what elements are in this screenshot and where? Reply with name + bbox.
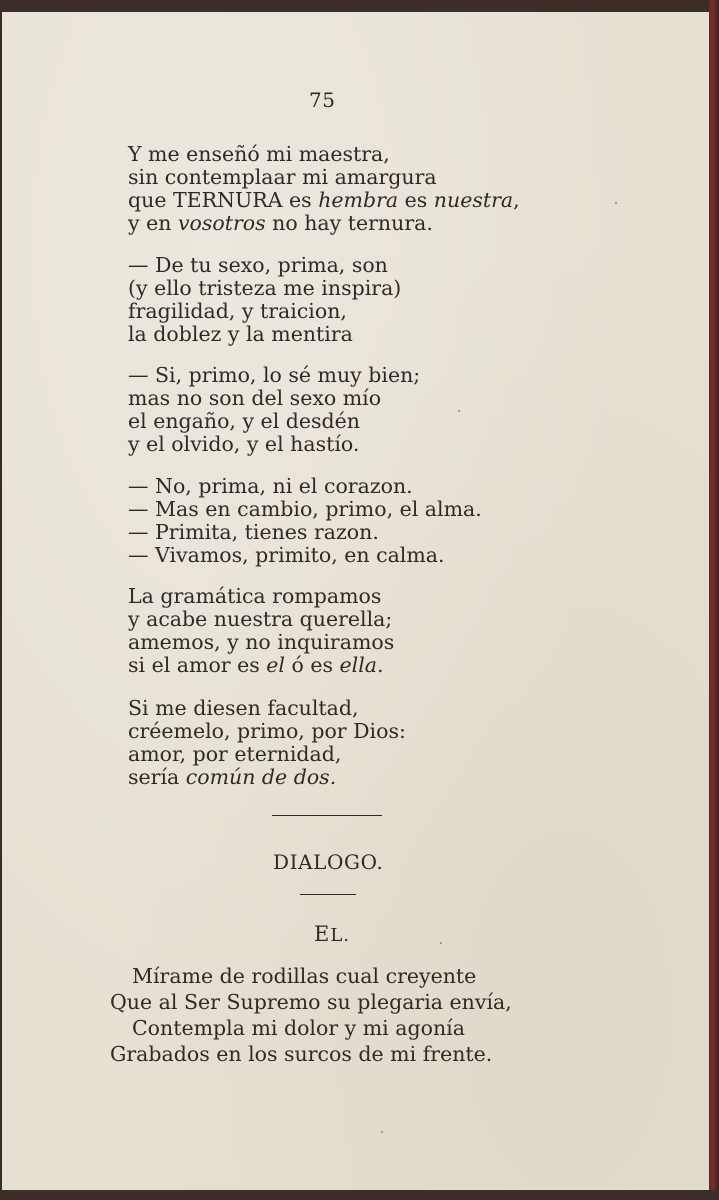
poem-text: Si me diesen facultad,: [128, 696, 359, 720]
poem-line: [128, 300, 401, 323]
verse-line: Contempla mi dolor y mi agonía: [132, 1016, 465, 1040]
poem-line: [128, 277, 401, 300]
poem-line: [128, 387, 420, 410]
poem-line: [128, 166, 520, 189]
poem-text: es: [398, 188, 434, 212]
speaker-initial: E: [314, 922, 331, 946]
poem-line: [128, 189, 520, 212]
poem-text: y acabe nuestra querella;: [128, 607, 393, 631]
poem-text: — Mas en cambio, primo, el alma.: [128, 497, 482, 521]
poem-stanza: [128, 585, 394, 677]
poem-line: [128, 608, 394, 631]
verse-line: Que al Ser Supremo su plegaria envía,: [110, 990, 512, 1014]
poem-line: [128, 631, 394, 654]
poem-line: [128, 498, 482, 521]
poem-text: y el olvido, y el hastío.: [128, 432, 360, 456]
paper-speck: [381, 1131, 383, 1133]
poem-text: mas no son del sexo mío: [128, 386, 382, 410]
poem-text: que TERNURA es: [128, 188, 319, 212]
poem-italic-text: común de dos.: [185, 765, 337, 789]
speaker-rest: L.: [330, 925, 351, 946]
poem-text: la doblez y la mentira: [128, 322, 353, 346]
poem-stanza: [128, 697, 406, 789]
poem-text: — No, prima, ni el corazon.: [128, 474, 413, 498]
poem-line: [128, 766, 406, 789]
poem-text: amor, por eternidad,: [128, 742, 342, 766]
poem-italic-text: vosotros: [177, 211, 266, 235]
poem-text: La gramática rompamos: [128, 584, 382, 608]
poem-stanza: [128, 254, 401, 346]
verse-line: Mírame de rodillas cual creyente: [132, 964, 477, 988]
poem-stanza: [128, 364, 420, 456]
poem-text: sería: [128, 765, 186, 789]
paper-speck: [440, 942, 442, 944]
poem-line: [128, 410, 420, 433]
poem-line: [128, 364, 420, 387]
poem-italic-text: hembra: [318, 188, 399, 212]
poem-text: créemelo, primo, por Dios:: [128, 719, 406, 743]
poem-line: [128, 743, 406, 766]
scan-border-bottom: [0, 1190, 719, 1200]
poem-text: Y me enseñó mi maestra,: [128, 142, 390, 166]
poem-text: ó es: [285, 653, 340, 677]
poem-text: — De tu sexo, prima, son: [128, 253, 388, 277]
poem-line: [128, 475, 482, 498]
poem-line: [128, 254, 401, 277]
poem-text: — Primita, tienes razon.: [128, 520, 379, 544]
verse-line: Grabados en los surcos de mi frente.: [110, 1042, 493, 1066]
section-heading: DIALOGO.: [273, 850, 384, 874]
poem-text: fragilidad, y traicion,: [128, 299, 347, 323]
poem-italic-text: el: [266, 653, 285, 677]
dialogue-verse: [110, 963, 512, 1067]
poem-stanza: [128, 475, 482, 567]
poem-text: y en: [128, 211, 178, 235]
poem-text: (y ello tristeza me inspira): [128, 276, 402, 300]
poem-line: [128, 654, 394, 677]
poem-line: [128, 143, 520, 166]
poem-line: [128, 433, 420, 456]
scan-border-top: [0, 0, 719, 12]
poem-text: si el amor es: [128, 653, 267, 677]
poem-italic-text: ella.: [339, 653, 384, 677]
book-cover-edge: [709, 0, 719, 1200]
poem-text: ,: [513, 188, 520, 212]
heading-underline: [300, 894, 356, 895]
speaker-label: [314, 922, 350, 946]
poem-line: [128, 720, 406, 743]
poem-stanza: [128, 143, 520, 235]
poem-text: — Vivamos, primito, en calma.: [128, 543, 445, 567]
poem-line: [128, 585, 394, 608]
poem-text: amemos, y no inquiramos: [128, 630, 395, 654]
paper-speck: [458, 410, 460, 412]
poem-text: no hay ternura.: [265, 211, 433, 235]
poem-text: el engaño, y el desdén: [128, 409, 360, 433]
section-divider: [272, 815, 382, 816]
poem-line: [128, 521, 482, 544]
poem-text: sin contemplaar mi amargura: [128, 165, 437, 189]
poem-line: [128, 544, 482, 567]
paper-speck: [615, 202, 617, 204]
poem-italic-text: nuestra: [433, 188, 514, 212]
poem-line: [128, 697, 406, 720]
poem-line: [128, 323, 401, 346]
poem-line: [128, 212, 520, 235]
page-number: 75: [309, 88, 336, 112]
poem-text: — Si, primo, lo sé muy bien;: [128, 363, 421, 387]
